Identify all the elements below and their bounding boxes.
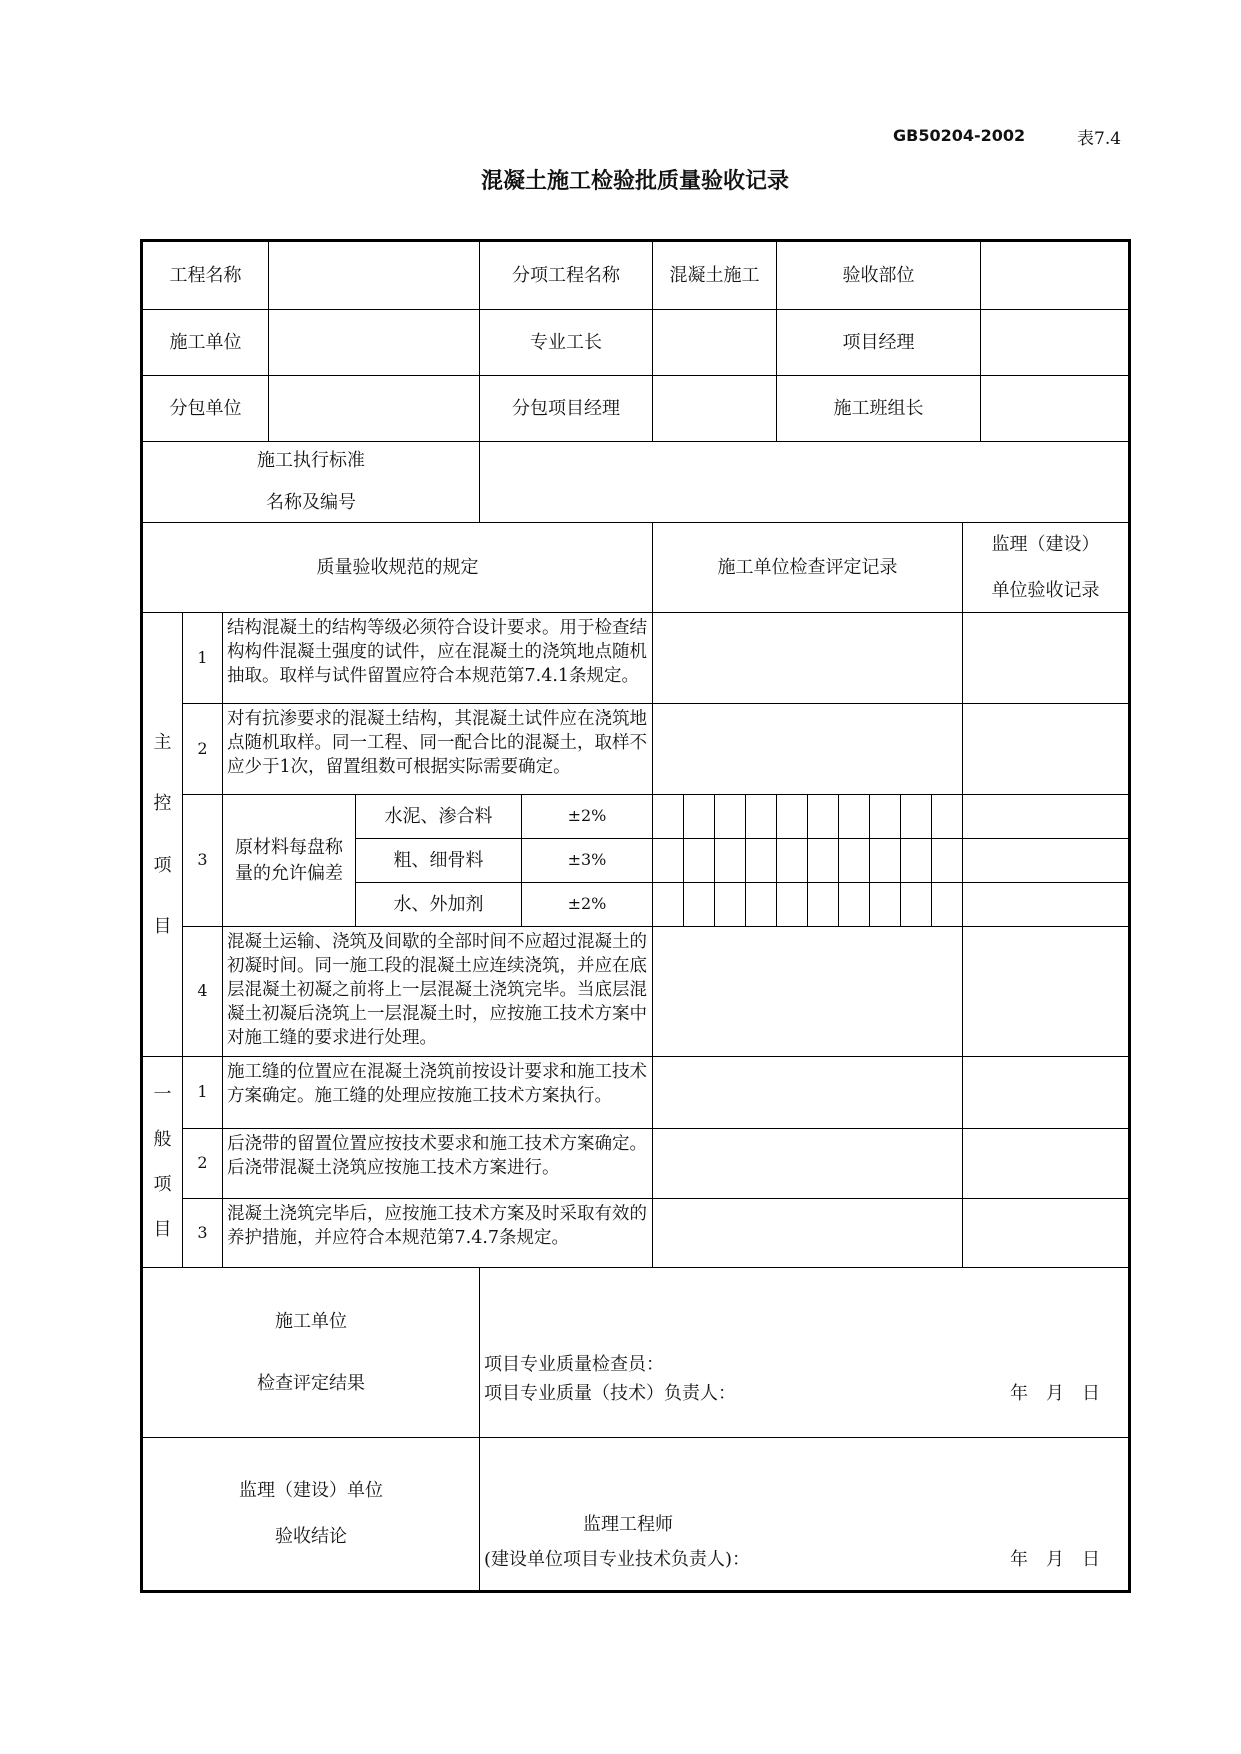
foreman-field[interactable] [653, 310, 777, 376]
measurement-cell[interactable] [901, 883, 932, 927]
general-item-3-text: 混凝土浇筑完毕后，应按施工技术方案及时采取有效的养护措施，并应符合本规范第7.4.7条规定。 [223, 1199, 653, 1268]
inspector-label: 项目专业质量检查员： [484, 1354, 664, 1375]
general-item-3-contractor-record[interactable] [653, 1199, 963, 1268]
sub-pm-field[interactable] [653, 376, 777, 442]
subproject-name-label: 分项工程名称 [480, 242, 653, 310]
project-manager-label: 项目经理 [777, 310, 981, 376]
standard-label [143, 442, 480, 523]
item-number: 2 [183, 704, 223, 795]
general-item-3-supervisor-record[interactable] [963, 1199, 1128, 1268]
main-item-4-supervisor-record[interactable] [963, 927, 1128, 1057]
page-title: 混凝土施工检验批质量验收记录 [480, 169, 789, 194]
standard-label-line1: 施工执行标准 [257, 450, 365, 471]
contractor-date: 年 月 日 [1010, 1383, 1100, 1404]
general-item-2-text: 后浇带的留置位置应按技术要求和施工技术方案确定。后浇带混凝土浇筑应按施工技术方案进行。 [223, 1129, 653, 1199]
measurement-cell[interactable] [653, 839, 684, 883]
measurement-cell[interactable] [777, 883, 808, 927]
material-name: 水、外加剂 [356, 883, 522, 927]
table-number: 表7.4 [1077, 129, 1122, 149]
main-group-char: 控 [153, 793, 172, 815]
contractor-record-header: 施工单位检查评定记录 [653, 523, 963, 613]
measurement-cell[interactable] [715, 795, 746, 839]
contractor-field[interactable] [269, 310, 480, 376]
measurement-cell[interactable] [653, 883, 684, 927]
subcontractor-label: 分包单位 [143, 376, 269, 442]
main-item-2-contractor-record[interactable] [653, 704, 963, 795]
subcontractor-field[interactable] [269, 376, 480, 442]
item-number: 3 [183, 1199, 223, 1268]
measurement-cell[interactable] [684, 795, 715, 839]
measurement-cell[interactable] [870, 839, 901, 883]
main-item-4-contractor-record[interactable] [653, 927, 963, 1057]
standard-label-line2: 名称及编号 [266, 492, 356, 513]
main-group-char: 项 [153, 854, 172, 876]
supervisor-conclusion-line1: 监理（建设）单位 [239, 1480, 383, 1501]
material-tolerance: ±2% [522, 795, 653, 839]
main-items-group [143, 613, 183, 1057]
main-item-1-contractor-record[interactable] [653, 613, 963, 704]
measurement-cell[interactable] [777, 839, 808, 883]
general-group-char: 项 [153, 1174, 172, 1195]
general-group-char: 目 [153, 1219, 172, 1241]
measurement-cell[interactable] [746, 839, 777, 883]
measurement-cell[interactable] [746, 883, 777, 927]
owner-rep-label: (建设单位项目专业技术负责人)： [484, 1549, 751, 1570]
general-item-1-contractor-record[interactable] [653, 1057, 963, 1129]
main-item-2-text: 对有抗渗要求的混凝土结构，其混凝土试件应在浇筑地点随机取样。同一工程、同一配合比的混凝土，取样不应少于1次，留置组数可根据实际需要确定。 [223, 704, 653, 795]
team-leader-field[interactable] [981, 376, 1128, 442]
material-tolerance: ±2% [522, 883, 653, 927]
material-name: 粗、细骨料 [356, 839, 522, 883]
acceptance-part-field[interactable] [981, 242, 1128, 310]
supervisor-header-line2: 单位验收记录 [991, 579, 1100, 601]
general-item-2-contractor-record[interactable] [653, 1129, 963, 1199]
supervisor-date: 年 月 日 [1010, 1549, 1100, 1570]
general-item-1-supervisor-record[interactable] [963, 1057, 1128, 1129]
measurement-cell[interactable] [653, 795, 684, 839]
supervisor-record-header [963, 523, 1128, 613]
main-item-1-supervisor-record[interactable] [963, 613, 1128, 704]
main-group-char: 目 [153, 915, 172, 937]
measurement-cell[interactable] [808, 795, 839, 839]
item-number: 1 [183, 613, 223, 704]
supervisor-header-line1: 监理（建设） [991, 533, 1100, 555]
item-number: 1 [183, 1057, 223, 1129]
main-group-char: 主 [153, 732, 172, 754]
general-group-char: 般 [153, 1128, 172, 1150]
contractor-result-label [143, 1268, 480, 1438]
acceptance-part-label: 验收部位 [777, 242, 981, 310]
subproject-name-value: 混凝土施工 [653, 242, 777, 310]
measurement-cell[interactable] [870, 883, 901, 927]
sub-pm-label: 分包项目经理 [480, 376, 653, 442]
engineer-label: 监理工程师 [583, 1514, 673, 1535]
measurement-cell[interactable] [870, 795, 901, 839]
main-item-2-supervisor-record[interactable] [963, 704, 1128, 795]
raw-material-label: 原材料每盘称量的允许偏差 [223, 795, 356, 927]
general-item-2-supervisor-record[interactable] [963, 1129, 1128, 1199]
main-item-4-text: 混凝土运输、浇筑及间歇的全部时间不应超过混凝土的初凝时间。同一施工段的混凝土应连续浇筑，并应在底层混凝土初凝之前将上一层混凝土浇筑完毕。当底层混凝土初凝后浇筑上一层混凝土时，应按施工技术方案中对施工缝的要求进行处理。 [223, 927, 653, 1057]
general-item-1-text: 施工缝的位置应在混凝土浇筑前按设计要求和施工技术方案确定。施工缝的处理应按施工技术方案执行。 [223, 1057, 653, 1129]
contractor-result-line2: 检查评定结果 [257, 1372, 365, 1394]
foreman-label: 专业工长 [480, 310, 653, 376]
contractor-result-area[interactable] [480, 1268, 1128, 1438]
standard-code: GB50204-2002 [893, 126, 1026, 145]
measurement-cell[interactable] [839, 883, 870, 927]
measurement-cell[interactable] [932, 795, 963, 839]
item-number: 2 [183, 1129, 223, 1199]
main-item-3-supervisor-record[interactable] [963, 883, 1128, 927]
material-name: 水泥、渗合料 [356, 795, 522, 839]
item-number: 4 [183, 927, 223, 1057]
supervisor-conclusion-line2: 验收结论 [275, 1526, 347, 1547]
measurement-cell[interactable] [932, 883, 963, 927]
quality-head-label: 项目专业质量（技术）负责人： [484, 1383, 736, 1404]
main-item-1-text: 结构混凝土的结构等级必须符合设计要求。用于检查结构构件混凝土强度的试件，应在混凝土的浇筑地点随机抽取。取样与试件留置应符合本规范第7.4.1条规定。 [223, 613, 653, 704]
supervisor-conclusion-label [143, 1438, 480, 1590]
project-manager-field[interactable] [981, 310, 1128, 376]
material-tolerance: ±3% [522, 839, 653, 883]
measurement-cell[interactable] [777, 795, 808, 839]
measurement-cell[interactable] [839, 839, 870, 883]
measurement-cell[interactable] [932, 839, 963, 883]
measurement-cell[interactable] [715, 839, 746, 883]
measurement-cell[interactable] [715, 883, 746, 927]
measurement-cell[interactable] [684, 883, 715, 927]
measurement-cell[interactable] [839, 795, 870, 839]
item-number: 3 [183, 795, 223, 927]
project-name-field[interactable] [269, 242, 480, 310]
main-item-3-supervisor-record[interactable] [963, 795, 1128, 839]
general-group-char: 一 [153, 1083, 172, 1105]
main-item-3-supervisor-record[interactable] [963, 839, 1128, 883]
measurement-cell[interactable] [808, 883, 839, 927]
contractor-result-line1: 施工单位 [275, 1310, 347, 1332]
measurement-cell[interactable] [746, 795, 777, 839]
measurement-cell[interactable] [901, 839, 932, 883]
standard-field[interactable] [480, 442, 1128, 523]
general-items-group [143, 1057, 183, 1268]
team-leader-label: 施工班组长 [777, 376, 981, 442]
project-name-label: 工程名称 [143, 242, 269, 310]
contractor-label: 施工单位 [143, 310, 269, 376]
measurement-cell[interactable] [684, 839, 715, 883]
spec-header: 质量验收规范的规定 [143, 523, 653, 613]
inspection-form [140, 239, 1131, 1593]
measurement-cell[interactable] [901, 795, 932, 839]
supervisor-conclusion-area[interactable] [480, 1438, 1128, 1590]
measurement-cell[interactable] [808, 839, 839, 883]
